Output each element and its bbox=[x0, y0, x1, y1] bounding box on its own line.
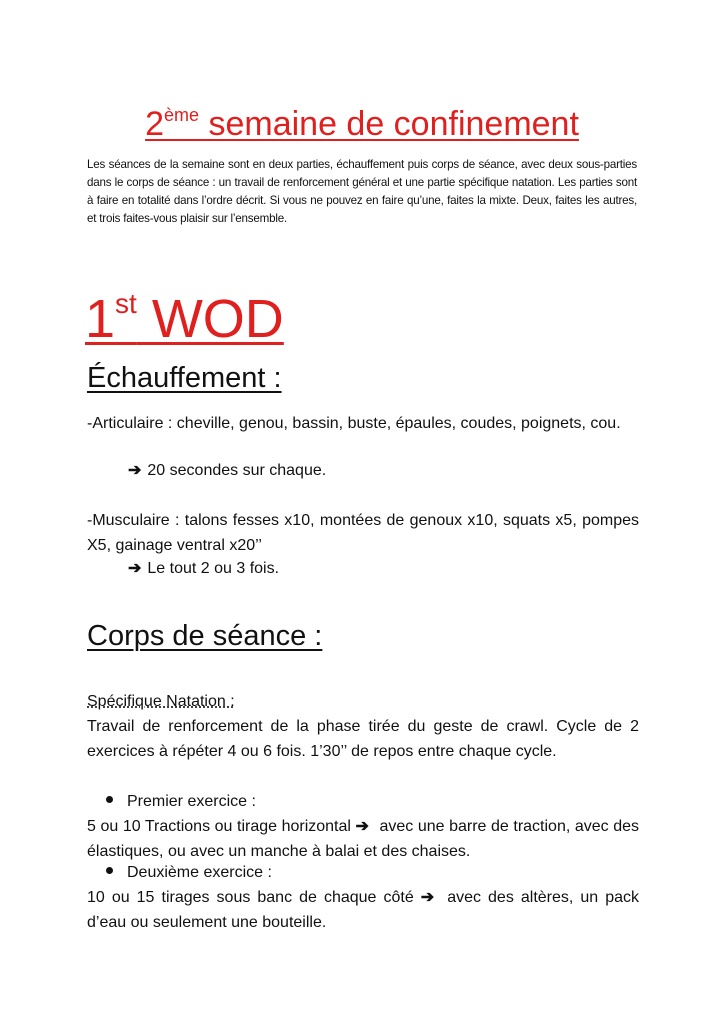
title-number: 2 bbox=[145, 105, 164, 143]
title-superscript: ème bbox=[164, 105, 200, 125]
exercise1-text-end: avec une barre de traction, avec des élastiques, ou avec un manche à balai et des chaises. bbox=[87, 818, 640, 860]
exercise2-label: Deuxième exercice : bbox=[127, 864, 272, 881]
wod-number: 1 bbox=[85, 289, 116, 349]
exercise2-text-start: 10 ou 15 tirages sous banc de chaque côté bbox=[87, 889, 414, 906]
specifique-natation-heading: Spécifique Natation : bbox=[87, 693, 235, 710]
arrow-icon: ➔ bbox=[128, 560, 142, 577]
exercise2-text-end: avec des altères, un pack d’eau ou seulement une bouteille. bbox=[87, 889, 640, 931]
wod-superscript: st bbox=[115, 288, 137, 319]
specifique-natation-text: Travail de renforcement de la phase tirée du geste de crawl. Cycle de 2 exercices à répéter 4 ou 6 fois. 1’30’’ de repos entre chaque cycle. bbox=[87, 718, 639, 760]
corps-heading: Corps de séance : bbox=[87, 620, 323, 652]
musculaire-text: -Musculaire : talons fesses x10, montées de genoux x10, squats x5, pompes X5, gainage ventral x20’’ bbox=[87, 512, 639, 554]
wod-text: WOD bbox=[136, 289, 284, 349]
intro-paragraph: Les séances de la semaine sont en deux parties, échauffement puis corps de séance, avec deux sous-parties dans le corps de séance : un travail de renforcement général et une partie spécifique natation. Les parties sont à faire en totalité dans l’ordre décrit. Si vous ne pouvez en faire qu’une, faites la mixte. Deux, faites les autres, et trois faites-vous plaisir sur l’ensemble. bbox=[87, 158, 637, 225]
exercise1-label: Premier exercice : bbox=[127, 793, 256, 810]
arrow-icon: ➔ bbox=[128, 462, 142, 479]
bullet-icon bbox=[106, 867, 113, 874]
musculaire-note bbox=[128, 556, 279, 581]
exercise1-text bbox=[87, 814, 639, 864]
exercise2-text bbox=[87, 885, 639, 935]
wod-heading bbox=[85, 272, 284, 351]
echauffement-heading: Échauffement : bbox=[87, 362, 282, 394]
articulaire-note-text: 20 secondes sur chaque. bbox=[147, 462, 327, 479]
arrow-icon: ➔ bbox=[420, 889, 435, 906]
articulaire-note bbox=[128, 458, 326, 483]
musculaire-note-text: Le tout 2 ou 3 fois. bbox=[147, 560, 280, 577]
exercise1-text-start: 5 ou 10 Tractions ou tirage horizontal bbox=[87, 818, 351, 835]
exercise1-bullet bbox=[106, 790, 256, 814]
exercise2-bullet bbox=[106, 861, 272, 885]
bullet-icon bbox=[106, 796, 113, 803]
arrow-icon: ➔ bbox=[355, 818, 369, 835]
title-text: semaine de confinement bbox=[199, 105, 579, 143]
page-title bbox=[0, 92, 724, 147]
articulaire-text: -Articulaire : cheville, genou, bassin, buste, épaules, coudes, poignets, cou. bbox=[87, 415, 621, 432]
